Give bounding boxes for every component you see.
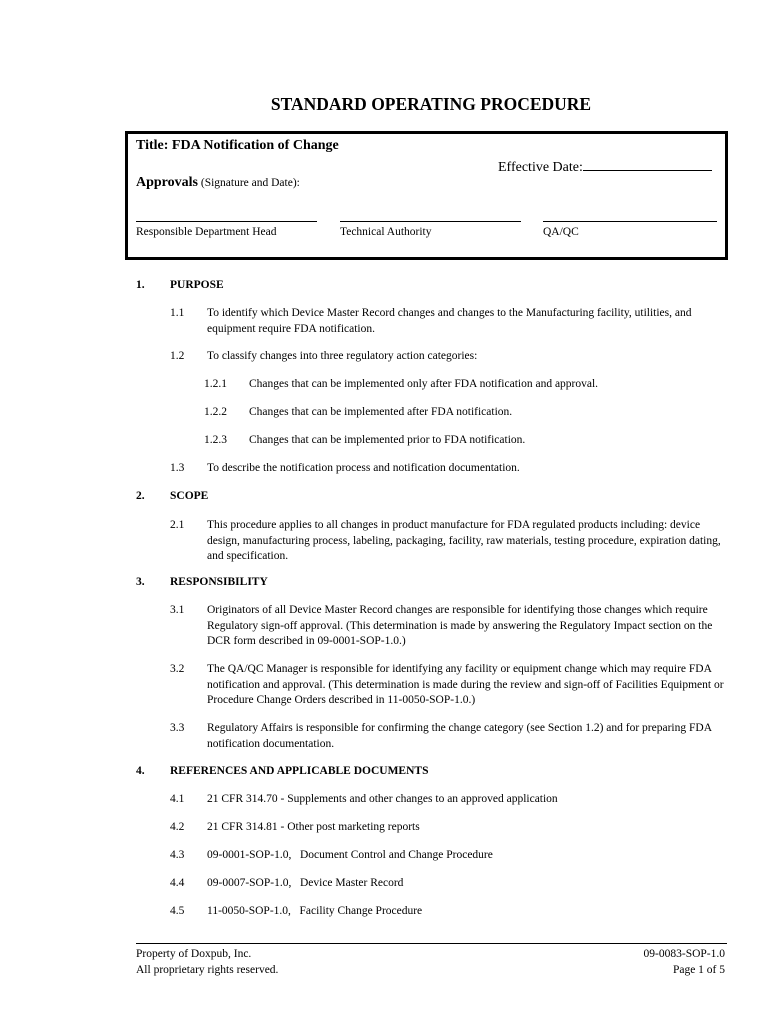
item-text: This procedure applies to all changes in product manufacture for FDA regulated products including: device design, manufacturing process, labeling, packaging, facility, raw materials, testing procedure, expiration dating, and specification. [207, 519, 721, 562]
signature-line-dept-head [136, 221, 317, 222]
signature-line-qaqc [543, 221, 717, 222]
section-heading-purpose: PURPOSE [170, 279, 224, 291]
reference-item: 09-0001-SOP-1.0, Document Control and Change Procedure [207, 849, 493, 861]
reference-item: 09-0007-SOP-1.0, Device Master Record [207, 877, 404, 889]
item-number: 3.1 [170, 604, 185, 616]
subitem-number: 1.2.1 [204, 378, 227, 390]
section-number: 2. [136, 490, 145, 502]
signature-label-dept-head: Responsible Department Head [136, 226, 277, 238]
approvals-label: Approvals [136, 175, 198, 190]
reference-item: 11-0050-SOP-1.0, Facility Change Procedure [207, 905, 423, 917]
signature-label-qaqc: QA/QC [543, 226, 579, 238]
item-text: To describe the notification process and notification documentation. [207, 462, 520, 474]
approvals-note: (Signature and Date): [197, 177, 300, 189]
item-number: 3.2 [170, 663, 185, 675]
item-number: 4.4 [170, 877, 185, 889]
item-number: 4.2 [170, 821, 185, 833]
item-number: 2.1 [170, 519, 185, 531]
section-heading-scope: SCOPE [170, 490, 209, 502]
effective-date-field [498, 156, 712, 176]
section-heading-responsibility: RESPONSIBILITY [170, 576, 268, 588]
signature-line-technical [340, 221, 521, 222]
footer-page-number: Page 1 of 5 [672, 964, 725, 976]
section-number: 1. [136, 279, 145, 291]
reference-item: 21 CFR 314.81 - Other post marketing reports [207, 821, 420, 833]
item-number: 4.3 [170, 849, 185, 861]
item-text: Originators of all Device Master Record changes are responsible for identifying those changes which require Regulatory sign-off approval. (This determination is made by answering the Regulatory Impact section on the DCR form described in 09-0001-SOP-1.0.) [207, 604, 713, 647]
subitem-text: Changes that can be implemented after FDA notification. [249, 406, 513, 418]
section-number: 4. [136, 765, 145, 777]
footer-doc-number: 09-0083-SOP-1.0 [643, 948, 725, 960]
item-text: Regulatory Affairs is responsible for confirming the change category (see Section 1.2) and for preparing FDA notification documentation. [207, 722, 712, 750]
subitem-text: Changes that can be implemented only after FDA notification and approval. [249, 378, 599, 390]
footer-divider [136, 943, 727, 944]
subitem-text: Changes that can be implemented prior to FDA notification. [249, 434, 526, 446]
approvals-line [136, 175, 300, 191]
item-number: 4.5 [170, 905, 185, 917]
footer-company: Property of Doxpub, Inc. [136, 948, 252, 960]
document-heading: STANDARD OPERATING PROCEDURE [270, 94, 592, 114]
item-number: 1.2 [170, 350, 185, 362]
item-number: 4.1 [170, 793, 185, 805]
effective-date-blank [583, 156, 712, 171]
footer-rights: All proprietary rights reserved. [136, 964, 279, 976]
sop-title: Title: FDA Notification of Change [136, 138, 339, 153]
subitem-number: 1.2.3 [204, 434, 227, 446]
item-text: The QA/QC Manager is responsible for identifying any facility or equipment change which may require FDA notification and approval. (This determination is made during the review and sign-off of Facilities Equipment or Procedure Change Orders described in 11-0050-SOP-1.0.) [207, 663, 724, 706]
item-number: 1.3 [170, 462, 185, 474]
reference-item: 21 CFR 314.70 - Supplements and other changes to an approved application [207, 793, 558, 805]
item-text: To classify changes into three regulatory action categories: [207, 350, 478, 362]
item-number: 1.1 [170, 307, 185, 319]
section-number: 3. [136, 576, 145, 588]
effective-date-label: Effective Date: [498, 160, 583, 175]
section-heading-references: REFERENCES AND APPLICABLE DOCUMENTS [170, 765, 429, 777]
signature-label-technical: Technical Authority [340, 226, 432, 238]
item-number: 3.3 [170, 722, 185, 734]
subitem-number: 1.2.2 [204, 406, 227, 418]
item-text: To identify which Device Master Record changes and changes to the Manufacturing facility, utilities, and equipment require FDA notification. [207, 307, 692, 335]
